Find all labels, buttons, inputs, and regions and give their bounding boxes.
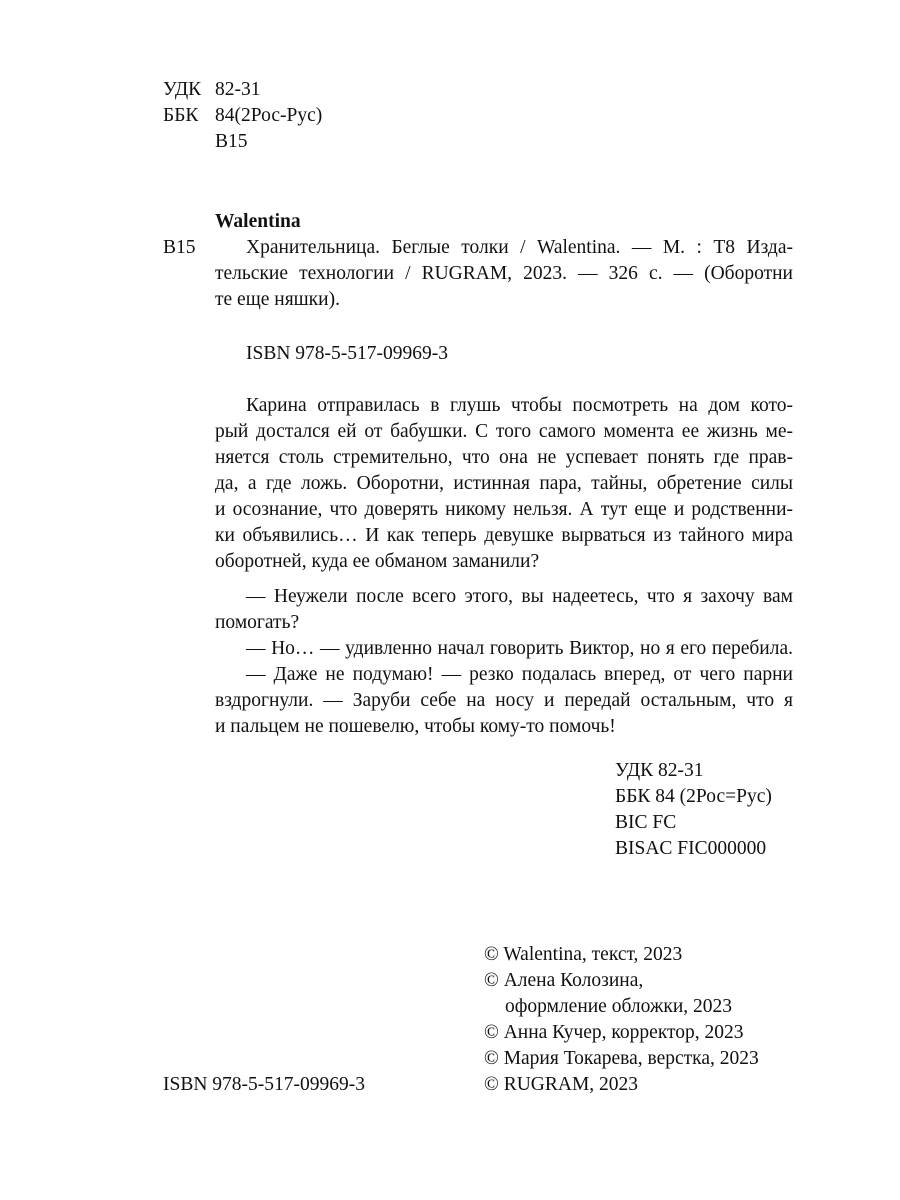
bbk-value: 84(2Рос-Рус)	[215, 105, 323, 126]
code-line: BISAC FIC000000	[615, 838, 767, 859]
excerpt-line: помогать?	[215, 612, 300, 633]
code-line: ББК 84 (2Рос=Рус)	[615, 786, 772, 807]
copyright-line: © Анна Кучер, корректор, 2023	[484, 1022, 744, 1043]
copyright-line: оформление обложки, 2023	[505, 996, 733, 1017]
annotation	[215, 393, 793, 575]
record-description	[215, 235, 793, 313]
record-line: Хранительница. Беглые толки / Walentina. — М. : Т8 Изда-	[246, 237, 793, 258]
record-line: те еще няшки).	[215, 289, 340, 310]
annotation-line: Карина отправилась в глушь чтобы посмотреть на дом кото-	[246, 395, 793, 416]
annotation-line: оборотней, куда ее обманом заманили?	[215, 551, 540, 572]
record-author: Walentina	[215, 211, 301, 232]
record-line: тельские технологии / RUGRAM, 2023. — 326 с. — (Оборотни	[215, 263, 793, 284]
udk-value: 82-31	[215, 79, 261, 100]
excerpt-line: вздрогнули. — Заруби себе на носу и передай остальным, что я	[215, 690, 793, 711]
record-mark: В15	[163, 237, 196, 258]
excerpt-line: и пальцем не пошевелю, чтобы кому-то помочь!	[215, 716, 616, 737]
bbk-row	[163, 103, 322, 129]
excerpt-line: — Неужели после всего этого, вы надеетесь, что я захочу вам	[246, 586, 793, 607]
excerpt	[215, 584, 793, 740]
excerpt-line: — Даже не подумаю! — резко подалась вперед, от чего парни	[246, 664, 793, 685]
codes-block	[615, 758, 772, 862]
annotation-line: и осознание, что доверять никому нельзя. А тут еще и родственни-	[215, 499, 793, 520]
copyright-line: © Мария Токарева, верстка, 2023	[484, 1048, 759, 1069]
excerpt-line: — Но… — удивленно начал говорить Виктор, но я его перебила.	[246, 638, 793, 659]
annotation-line: рый достался ей от бабушки. С того самого момента ее жизнь ме-	[215, 421, 793, 442]
copyright-line: © Алена Колозина,	[484, 970, 644, 991]
bottom-isbn: ISBN 978-5-517-09969-3	[163, 1074, 366, 1095]
copyright-line: © RUGRAM, 2023	[484, 1074, 639, 1095]
copyright-line: © Walentina, текст, 2023	[484, 944, 683, 965]
author-mark-row	[163, 129, 322, 155]
classification-block	[163, 77, 322, 155]
code-line: УДК 82-31	[615, 760, 704, 781]
udk-label: УДК	[163, 79, 202, 100]
record-isbn: ISBN 978-5-517-09969-3	[246, 343, 449, 364]
annotation-line: да, а где ложь. Оборотни, истинная пара, тайны, обретение силы	[215, 473, 793, 494]
author-mark: В15	[215, 131, 248, 152]
copyright-block	[484, 942, 759, 1098]
bbk-label: ББК	[163, 105, 199, 126]
code-line: BIC FC	[615, 812, 677, 833]
annotation-line: няется столь стремительно, что она не успевает понять где прав-	[215, 447, 793, 468]
udk-row	[163, 77, 322, 103]
annotation-line: ки объявились… И как теперь девушке вырваться из тайного мира	[215, 525, 793, 546]
